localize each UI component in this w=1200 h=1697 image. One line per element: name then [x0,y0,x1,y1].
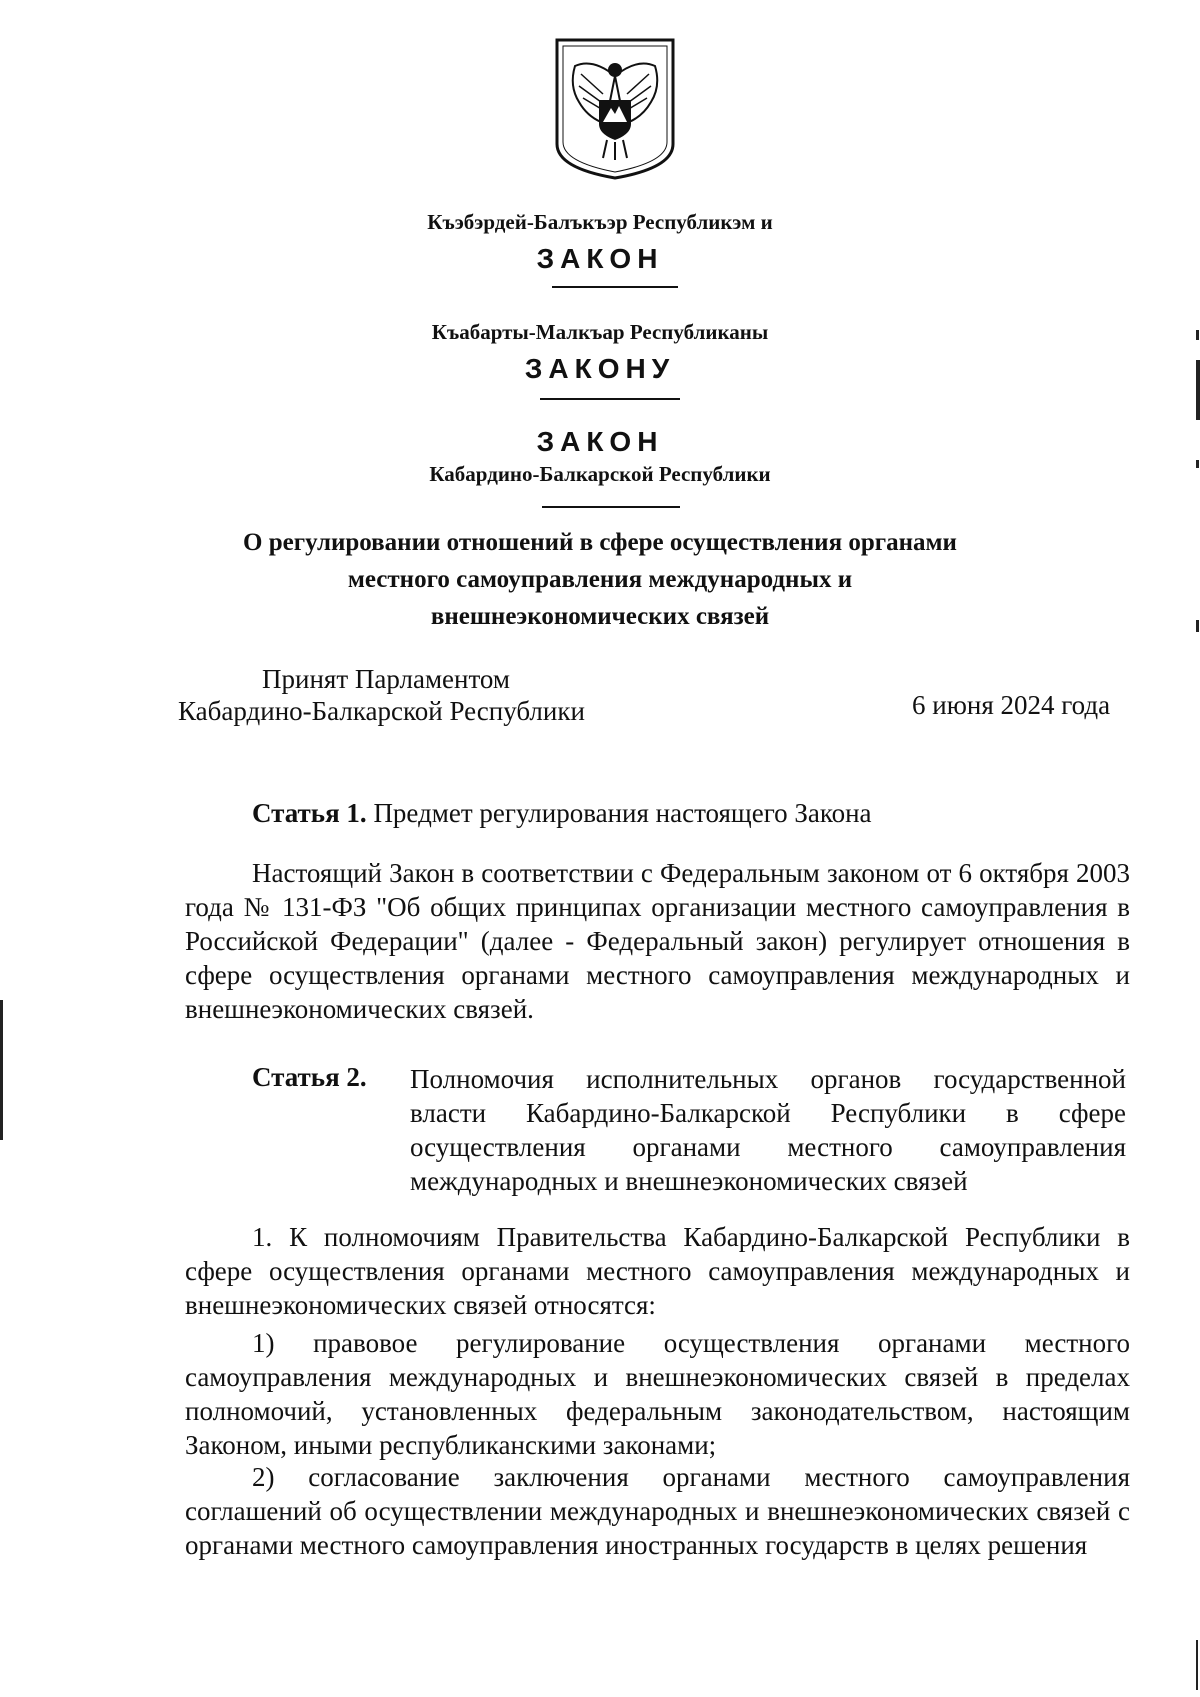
adopted-by-line1: Принят Парламентом [262,664,510,694]
header-line-kabardian: Къэбэрдей-Балъкъэр Республикэм и [427,210,773,234]
header-law-russian: ЗАКОН [536,426,664,457]
article1-title: Предмет регулирования настоящего Закона [373,798,872,828]
header-line-russian: Кабардино-Балкарской Республики [429,462,771,486]
header-law-kabardian: ЗАКОН [536,243,664,274]
article2-title: Полномочия исполнительных органов государственной власти Кабардино-Балкарской Республики в сфере осуществления органами местного самоуправления международных и внешнеэкономических связей [410,1064,1126,1196]
scan-mark [1196,1640,1198,1690]
header-law-balkar: ЗАКОНУ [524,353,676,384]
article1-text: Настоящий Закон в соответствии с Федеральным законом от 6 октября 2003 года № 131-ФЗ "Об общих принципах организации местного самоуправления в Российской Федерации" (далее - Федеральный закон) регулирует отношения в сфере осуществления органами местного самоуправления международных и внешнеэкономических связей. [185,858,1130,1024]
article1-label: Статья 1. [252,798,367,828]
adoption-date: 6 июня 2024 года [912,690,1111,720]
article2-item-1: 1) правовое регулирование осуществления органами местного самоуправления международных и внешнеэкономических связей в пределах полномочий, установленных федеральным законодательством, настоящим Законом, иными республиканскими законами; [185,1328,1130,1460]
scan-mark [1196,360,1200,420]
divider-rule [552,286,678,288]
scan-mark [1196,620,1199,632]
law-title: О регулировании отношений в сфере осуществления органами местного самоуправления международных и внешнеэкономических связей [243,529,957,630]
scan-mark [1196,460,1199,468]
header-line-balkar: Къабарты-Малкъар Республиканы [431,320,769,344]
article2-paragraph-1: 1. К полномочиям Правительства Кабардино-Балкарской Республики в сфере осуществления органами местного самоуправления международных и внешнеэкономических связей относятся: [185,1222,1130,1320]
article2-label: Статья 2. [252,1062,367,1092]
scan-mark [1196,330,1199,340]
article2-item-2: 2) согласование заключения органами местного самоуправления соглашений об осуществлении международных и внешнеэкономических связей с органами местного самоуправления иностранных государств в целях решения [185,1462,1130,1560]
divider-rule [542,506,680,508]
adopted-by-line2: Кабардино-Балкарской Республики [178,696,585,726]
coat-of-arms-emblem [553,36,677,182]
divider-rule [540,398,680,400]
scan-mark [0,1000,3,1140]
article1-heading [252,798,872,829]
